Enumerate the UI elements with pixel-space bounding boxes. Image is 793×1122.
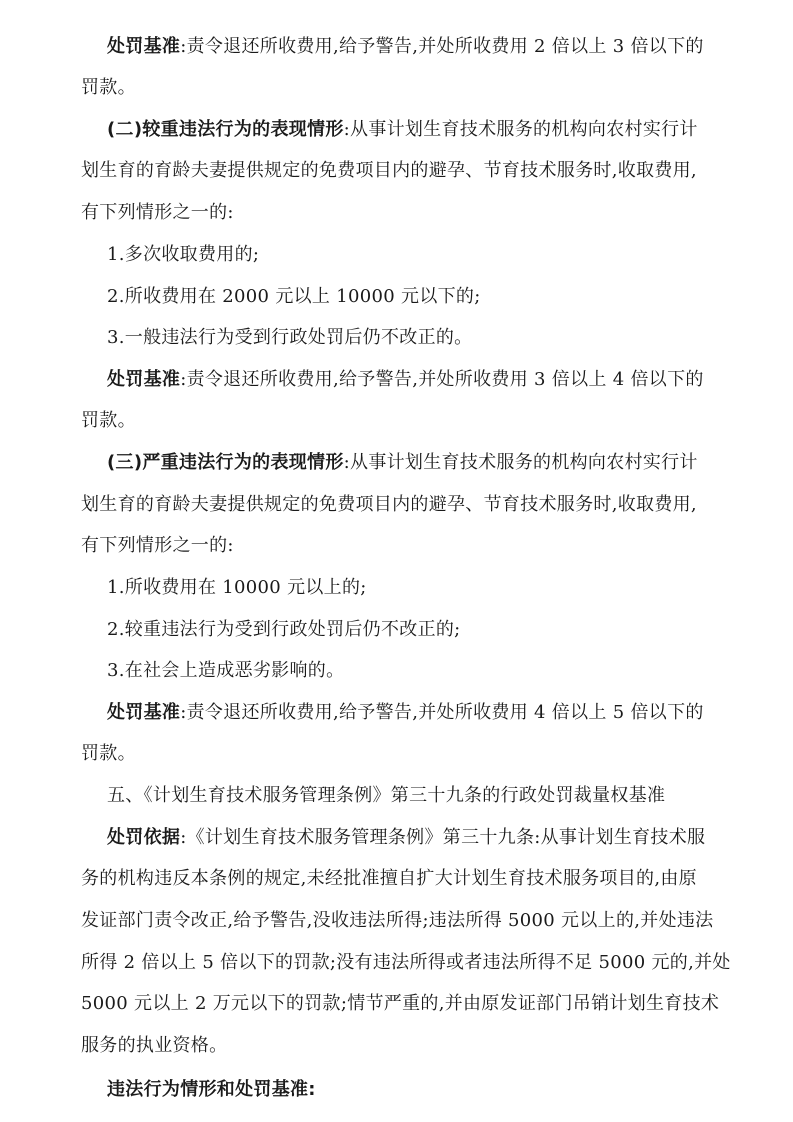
line-text: :责令退还所收费用,给予警告,并处所收费用 3 倍以上 4 倍以下的 bbox=[180, 369, 704, 390]
penalty-basis-line bbox=[107, 826, 705, 850]
bold-label: 处罚基准 bbox=[107, 702, 181, 723]
line-text: 2.所收费用在 2000 元以上 10000 元以下的; bbox=[107, 286, 481, 307]
line-text: 1.多次收取费用的; bbox=[107, 244, 260, 265]
line-text: 罚款。 bbox=[81, 410, 136, 431]
list-item bbox=[107, 285, 481, 309]
line-text: 务的机构违反本条例的规定,未经批准擅自扩大计划生育技术服务项目的,由原 bbox=[81, 868, 697, 889]
line-text: 有下列情形之一的: bbox=[81, 202, 234, 223]
text-line bbox=[81, 909, 713, 933]
penalty-standard-line bbox=[107, 701, 704, 725]
line-text: :《计划生育技术服务管理条例》第三十九条:从事计划生育技术服 bbox=[180, 827, 706, 848]
list-item bbox=[107, 618, 461, 642]
line-text: 罚款。 bbox=[81, 77, 136, 98]
subsection-heading bbox=[107, 1078, 316, 1102]
penalty-standard-line bbox=[107, 35, 704, 59]
line-text: 2.较重违法行为受到行政处罚后仍不改正的; bbox=[107, 619, 461, 640]
text-line bbox=[81, 409, 136, 433]
text-line bbox=[81, 159, 697, 183]
list-item bbox=[107, 326, 472, 350]
line-text: 5000 元以上 2 万元以下的罚款;情节严重的,并由原发证部门吊销计划生育技术 bbox=[81, 993, 720, 1014]
line-text: 1.所收费用在 10000 元以上的; bbox=[107, 577, 367, 598]
list-item bbox=[107, 576, 367, 600]
bold-label: 处罚基准 bbox=[107, 36, 181, 57]
text-line bbox=[81, 493, 697, 517]
bold-label: (三)严重违法行为的表现情形 bbox=[107, 452, 344, 473]
line-text: 划生育的育龄夫妻提供规定的免费项目内的避孕、节育技术服务时,收取费用, bbox=[81, 494, 697, 515]
section-heading-severe bbox=[107, 451, 698, 475]
line-text: 3.一般违法行为受到行政处罚后仍不改正的。 bbox=[107, 327, 473, 348]
line-text: :责令退还所收费用,给予警告,并处所收费用 4 倍以上 5 倍以下的 bbox=[180, 702, 704, 723]
penalty-standard-line bbox=[107, 368, 704, 392]
line-text: 五、《计划生育技术服务管理条例》第三十九条的行政处罚裁量权基准 bbox=[107, 785, 666, 806]
line-text: 划生育的育龄夫妻提供规定的免费项目内的避孕、节育技术服务时,收取费用, bbox=[81, 160, 697, 181]
text-line bbox=[81, 867, 697, 891]
text-line bbox=[81, 992, 719, 1016]
text-line bbox=[81, 742, 136, 766]
text-line bbox=[81, 951, 731, 975]
text-line bbox=[81, 534, 234, 558]
text-line bbox=[81, 76, 136, 100]
line-text: 有下列情形之一的: bbox=[81, 535, 234, 556]
text-line bbox=[81, 1034, 227, 1058]
line-text: :责令退还所收费用,给予警告,并处所收费用 2 倍以上 3 倍以下的 bbox=[180, 36, 704, 57]
line-text: 罚款。 bbox=[81, 743, 136, 764]
bold-label: 违法行为情形和处罚基准: bbox=[107, 1079, 316, 1100]
line-text: 3.在社会上造成恶劣影响的。 bbox=[107, 660, 345, 681]
line-text: 发证部门责令改正,给予警告,没收违法所得;违法所得 5000 元以上的,并处违法 bbox=[81, 910, 714, 931]
list-item bbox=[107, 659, 344, 683]
text-line bbox=[81, 201, 234, 225]
line-text: :从事计划生育技术服务的机构向农村实行计 bbox=[343, 119, 698, 140]
line-text: 所得 2 倍以上 5 倍以下的罚款;没有违法所得或者违法所得不足 5000 元的,并处 bbox=[81, 952, 731, 973]
bold-label: 处罚基准 bbox=[107, 369, 181, 390]
line-text: 服务的执业资格。 bbox=[81, 1035, 228, 1056]
bold-label: 处罚依据 bbox=[107, 827, 181, 848]
list-item bbox=[107, 243, 259, 267]
line-text: :从事计划生育技术服务的机构向农村实行计 bbox=[343, 452, 698, 473]
article-heading bbox=[107, 784, 665, 808]
bold-label: (二)较重违法行为的表现情形 bbox=[107, 119, 344, 140]
section-heading-moderate bbox=[107, 118, 698, 142]
